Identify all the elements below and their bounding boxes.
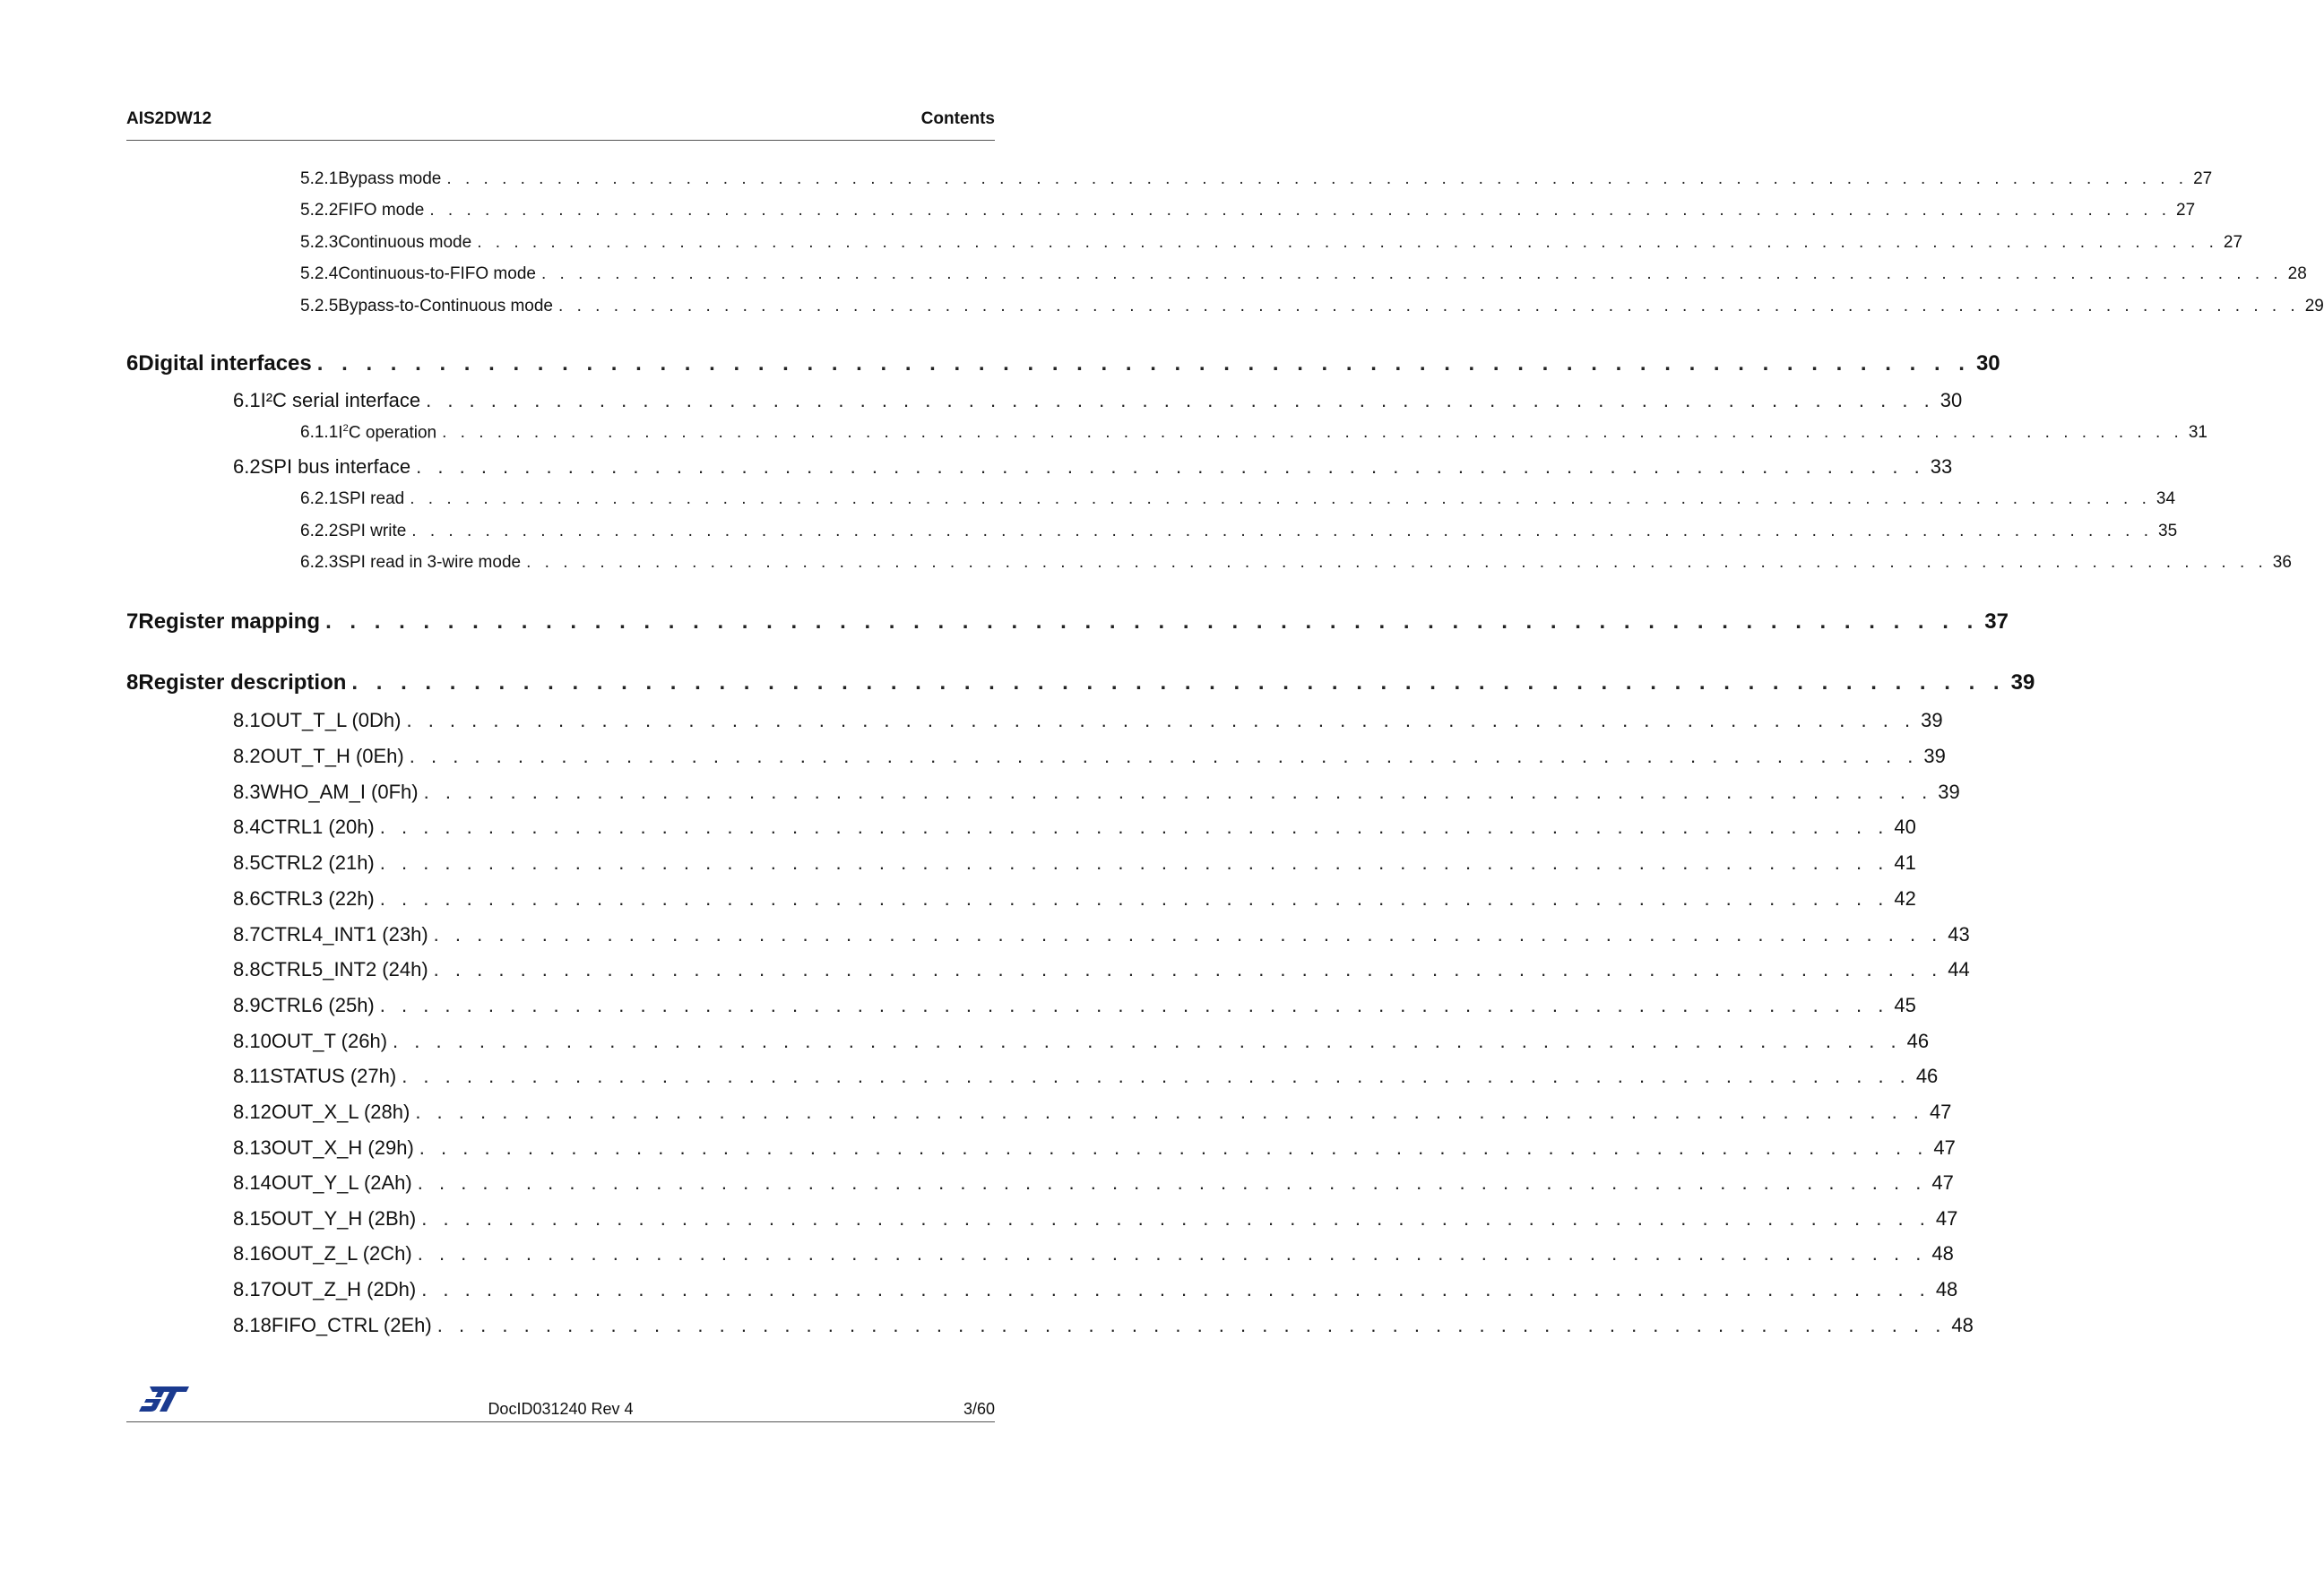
toc-leader: . . . . . . . . . . . . . . . . . . . . . . . . . . . . . . . . . . . . . . . . . . . . . . . . . . . . . . . . . . . . . . . . . . . . . . — [417, 1242, 1927, 1265]
toc-title: OUT_T (26h) — [271, 1030, 388, 1052]
toc-title: Bypass-to-Continuous mode — [338, 297, 554, 315]
toc-section[interactable] — [233, 389, 1963, 412]
toc-entry[interactable] — [300, 423, 2207, 443]
page-footer — [126, 1384, 995, 1422]
toc-section[interactable] — [233, 1242, 1954, 1265]
toc-page: 46 — [1906, 1030, 1930, 1052]
toc-page: 41 — [1894, 851, 1916, 874]
toc-number: 8 — [126, 670, 139, 695]
toc-section[interactable] — [233, 745, 1946, 768]
toc-number: 6.2.3 — [300, 553, 339, 572]
toc-chapter[interactable] — [126, 351, 2000, 376]
toc-page: 34 — [2156, 489, 2176, 508]
toc-section[interactable] — [233, 851, 1916, 875]
toc-title: Continuous mode — [338, 233, 472, 252]
toc-section[interactable] — [233, 1065, 1939, 1088]
toc-leader: . . . . . . . . . . . . . . . . . . . . . . . . . . . . . . . . . . . . . . . . . . . . . . . . . . . . . . . . . . . . . . . . . . . . . . — [426, 389, 1935, 411]
toc-leader: . . . . . . . . . . . . . . . . . . . . . . . . . . . . . . . . . . . . . . . . . . . . . . . . . . . . . . . . . . . . . . . . . . . . . . — [416, 455, 1925, 478]
toc-page: 28 — [2287, 264, 2307, 283]
toc-title: Register description — [138, 670, 347, 695]
toc-number: 8.6 — [233, 887, 261, 910]
toc-number: 6 — [126, 351, 139, 376]
toc-number: 8.16 — [233, 1242, 272, 1265]
toc-title: Continuous-to-FIFO mode — [338, 264, 536, 283]
toc-chapter[interactable] — [126, 670, 2035, 695]
toc-leader: . . . . . . . . . . . . . . . . . . . . . . . . . . . . . . . . . . . . . . . . . . . . . . . . . . . . . . . . . . . . . . . . . . . . . . — [379, 994, 1889, 1016]
toc-leader: . . . . . . . . . . . . . . . . . . . . . . . . . . . . . . . . . . . . . . . . . . . . . . . . . . . . . . . . . . . . . . . . . . . . . . — [433, 958, 1943, 980]
toc-number: 6.2 — [233, 455, 261, 478]
toc-leader: . . . . . . . . . . . . . . . . . . . . . . . . . . . . . . . . . . . . . . . . . . . . . . . . . . . . . . . . . . . . . . . . . . . . . . — [419, 1136, 1929, 1159]
toc-entry[interactable] — [300, 201, 2196, 220]
toc-entry[interactable] — [300, 264, 2307, 284]
toc-section[interactable] — [233, 1030, 1930, 1053]
toc-title: OUT_Y_L (2Ah) — [271, 1171, 412, 1194]
toc-leader: . . . . . . . . . . . . . . . . . . . . . . . . . . . . . . . . . . . . . . . . . . . . . . . . . . . . . . . . . . . . . . . . . . . . . . — [433, 923, 1943, 946]
toc-section[interactable] — [233, 455, 1953, 479]
toc-number: 5.2.5 — [300, 297, 339, 315]
toc-number: 8.12 — [233, 1101, 272, 1123]
toc-title: CTRL6 (25h) — [260, 994, 375, 1016]
toc-leader: . . . . . . . . . . . . . . . . . . . . . . . . . . . . . . . . . . . . . . . . . . . . . . . . . . . . . . . . . . . . . . . . . . . . . . — [423, 781, 1933, 803]
toc-page: 46 — [1915, 1065, 1939, 1087]
toc-leader: . . . . . . . . . . . . . . . . . . . . . . . . . . . . . . . . . . . . . . . . . . . . . . . . . . . . . . . . . . . . . . . . . . . . . . . . . . . . . . . . . . . . . . . . . . . . . . . — [411, 522, 2153, 540]
doc-id: DocID031240 Rev 4 — [488, 1400, 634, 1418]
toc-page: 37 — [1984, 609, 2009, 634]
toc-section[interactable] — [233, 709, 1943, 732]
toc-page: 29 — [2304, 297, 2324, 315]
toc-title: OUT_Y_H (2Bh) — [271, 1207, 417, 1230]
toc-page: 27 — [2193, 169, 2213, 188]
toc-entry[interactable] — [300, 489, 2176, 509]
toc-section[interactable] — [233, 781, 1960, 804]
toc-page: 30 — [1975, 351, 2000, 376]
toc-leader: . . . . . . . . . . . . . . . . . . . . . . . . . . . . . . . . . . . . . . . . . . . . . . . . . . . . . . . . . . . . . . . . . . . . . . — [379, 851, 1889, 874]
toc-entry[interactable] — [300, 233, 2243, 253]
toc-entry[interactable] — [300, 553, 2292, 573]
toc-number: 7 — [126, 609, 139, 634]
toc-leader: . . . . . . . . . . . . . . . . . . . . . . . . . . . . . . . . . . . . . . . . . . . . . . . . . . . . . . . . . . . . . . . . . . . . — [351, 670, 2006, 695]
toc-title: I²C serial interface — [260, 389, 421, 411]
toc-leader: . . . . . . . . . . . . . . . . . . . . . . . . . . . . . . . . . . . . . . . . . . . . . . . . . . . . . . . . . . . . . . . . . . . . . . — [421, 1278, 1931, 1300]
toc-leader: . . . . . . . . . . . . . . . . . . . . . . . . . . . . . . . . . . . . . . . . . . . . . . . . . . . . . . . . . . . . . . . . . . . . — [325, 609, 1980, 634]
toc-number: 8.17 — [233, 1278, 272, 1300]
toc-title: SPI read in 3-wire mode — [338, 553, 522, 572]
toc-leader: . . . . . . . . . . . . . . . . . . . . . . . . . . . . . . . . . . . . . . . . . . . . . . . . . . . . . . . . . . . . . . . . . . . . . . . . . . . . . . . . . . . . . . . . . . . . . . . — [446, 169, 2189, 188]
toc-section[interactable] — [233, 887, 1916, 911]
toc-page: 43 — [1948, 923, 1970, 946]
toc-leader: . . . . . . . . . . . . . . . . . . . . . . . . . . . . . . . . . . . . . . . . . . . . . . . . . . . . . . . . . . . . . . . . . . . . — [316, 351, 1971, 376]
toc-title: STATUS (27h) — [270, 1065, 397, 1087]
toc-chapter[interactable] — [126, 609, 2009, 635]
toc-page: 39 — [2010, 670, 2035, 695]
toc-title: SPI read — [338, 489, 405, 508]
toc-page: 44 — [1948, 958, 1970, 980]
toc-section[interactable] — [233, 923, 1970, 946]
toc-leader: . . . . . . . . . . . . . . . . . . . . . . . . . . . . . . . . . . . . . . . . . . . . . . . . . . . . . . . . . . . . . . . . . . . . . . . . . . . . . . . . . . . . . . . . . . . . . . . — [526, 553, 2268, 572]
toc-page: 39 — [1923, 745, 1946, 767]
toc-number: 5.2.1 — [300, 169, 339, 188]
toc-page: 47 — [1933, 1136, 1956, 1159]
toc-number: 5.2.3 — [300, 233, 339, 252]
toc-leader: . . . . . . . . . . . . . . . . . . . . . . . . . . . . . . . . . . . . . . . . . . . . . . . . . . . . . . . . . . . . . . . . . . . . . . — [379, 887, 1889, 910]
toc-number: 8.5 — [233, 851, 261, 874]
toc-page: 40 — [1894, 816, 1916, 838]
toc-leader: . . . . . . . . . . . . . . . . . . . . . . . . . . . . . . . . . . . . . . . . . . . . . . . . . . . . . . . . . . . . . . . . . . . . . . — [417, 1171, 1927, 1194]
toc-leader: . . . . . . . . . . . . . . . . . . . . . . . . . . . . . . . . . . . . . . . . . . . . . . . . . . . . . . . . . . . . . . . . . . . . . . . . . . . . . . . . . . . . . . . . . . . . . . . — [410, 489, 2151, 508]
toc-number: 6.1 — [233, 389, 261, 411]
toc-title: WHO_AM_I (0Fh) — [260, 781, 419, 803]
toc-leader: . . . . . . . . . . . . . . . . . . . . . . . . . . . . . . . . . . . . . . . . . . . . . . . . . . . . . . . . . . . . . . . . . . . . . . — [402, 1065, 1911, 1087]
toc-leader: . . . . . . . . . . . . . . . . . . . . . . . . . . . . . . . . . . . . . . . . . . . . . . . . . . . . . . . . . . . . . . . . . . . . . . — [379, 816, 1889, 838]
toc-title: Register mapping — [138, 609, 321, 634]
toc-page: 33 — [1930, 455, 1953, 478]
toc-page: 36 — [2272, 553, 2292, 572]
toc-number: 6.2.1 — [300, 489, 339, 508]
toc-title: Digital interfaces — [138, 351, 312, 376]
toc-page: 30 — [1940, 389, 1963, 411]
toc-page: 39 — [1921, 709, 1943, 731]
toc-leader: . . . . . . . . . . . . . . . . . . . . . . . . . . . . . . . . . . . . . . . . . . . . . . . . . . . . . . . . . . . . . . . . . . . . . . . . . . . . . . . . . . . . . . . . . . . . . . . — [477, 233, 2218, 252]
toc-title: SPI write — [338, 522, 407, 540]
toc-number: 5.2.2 — [300, 201, 339, 220]
toc-number: 8.13 — [233, 1136, 272, 1159]
toc-leader: . . . . . . . . . . . . . . . . . . . . . . . . . . . . . . . . . . . . . . . . . . . . . . . . . . . . . . . . . . . . . . . . . . . . . . . . . . . . . . . . . . . . . . . . . . . . . . . — [442, 423, 2183, 443]
toc-section[interactable] — [233, 958, 1970, 981]
toc-number: 8.4 — [233, 816, 261, 838]
section-title: Contents — [920, 109, 995, 128]
toc-title: CTRL3 (22h) — [260, 887, 375, 910]
toc-leader: . . . . . . . . . . . . . . . . . . . . . . . . . . . . . . . . . . . . . . . . . . . . . . . . . . . . . . . . . . . . . . . . . . . . . . . . . . . . . . . . . . . . . . . . . . . . . . . — [558, 297, 2300, 315]
toc-section[interactable] — [233, 1171, 1954, 1195]
toc-number: 8.15 — [233, 1207, 272, 1230]
toc-section[interactable] — [233, 1314, 1974, 1337]
toc-section[interactable] — [233, 816, 1916, 839]
toc-title: Bypass mode — [338, 169, 442, 188]
toc-leader: . . . . . . . . . . . . . . . . . . . . . . . . . . . . . . . . . . . . . . . . . . . . . . . . . . . . . . . . . . . . . . . . . . . . . . — [421, 1207, 1931, 1230]
toc-entry[interactable] — [300, 169, 2213, 189]
toc-section[interactable] — [233, 994, 1916, 1017]
toc-section[interactable] — [233, 1278, 1958, 1301]
toc-title: OUT_X_L (28h) — [271, 1101, 410, 1123]
toc-section[interactable] — [233, 1136, 1956, 1160]
toc-page: 27 — [2223, 233, 2243, 252]
toc-title: FIFO_CTRL (2Eh) — [271, 1314, 432, 1336]
toc-page: 48 — [1951, 1314, 1974, 1336]
toc-leader: . . . . . . . . . . . . . . . . . . . . . . . . . . . . . . . . . . . . . . . . . . . . . . . . . . . . . . . . . . . . . . . . . . . . . . — [406, 709, 1916, 731]
toc-section[interactable] — [233, 1101, 1952, 1124]
toc-page: 27 — [2176, 201, 2196, 220]
toc-number: 8.3 — [233, 781, 261, 803]
toc-page: 35 — [2158, 522, 2178, 540]
toc-number: 8.11 — [233, 1065, 271, 1087]
toc-title: CTRL1 (20h) — [260, 816, 375, 838]
toc-number: 8.1 — [233, 709, 261, 731]
toc-page: 48 — [1935, 1278, 1958, 1300]
toc-number: 8.18 — [233, 1314, 272, 1336]
toc-leader: . . . . . . . . . . . . . . . . . . . . . . . . . . . . . . . . . . . . . . . . . . . . . . . . . . . . . . . . . . . . . . . . . . . . . . — [409, 745, 1919, 767]
toc-number: 5.2.4 — [300, 264, 339, 283]
toc-number: 8.14 — [233, 1171, 272, 1194]
toc-page: 47 — [1935, 1207, 1958, 1230]
toc-title: CTRL2 (21h) — [260, 851, 375, 874]
toc-page: 47 — [1929, 1101, 1952, 1123]
toc-page: 39 — [1938, 781, 1960, 803]
toc-title: SPI bus interface — [260, 455, 411, 478]
toc-title: OUT_Z_H (2Dh) — [271, 1278, 417, 1300]
page-number: 3/60 — [963, 1400, 995, 1418]
toc-leader: . . . . . . . . . . . . . . . . . . . . . . . . . . . . . . . . . . . . . . . . . . . . . . . . . . . . . . . . . . . . . . . . . . . . . . . . . . . . . . . . . . . . . . . . . . . . . . . — [429, 201, 2172, 220]
toc-title: OUT_T_H (0Eh) — [260, 745, 404, 767]
toc-number: 6.2.2 — [300, 522, 339, 540]
toc-number: 8.7 — [233, 923, 261, 946]
toc-number: 8.2 — [233, 745, 261, 767]
toc-leader: . . . . . . . . . . . . . . . . . . . . . . . . . . . . . . . . . . . . . . . . . . . . . . . . . . . . . . . . . . . . . . . . . . . . . . . . . . . . . . . . . . . . . . . . . . . . . . . — [540, 264, 2283, 283]
toc-leader: . . . . . . . . . . . . . . . . . . . . . . . . . . . . . . . . . . . . . . . . . . . . . . . . . . . . . . . . . . . . . . . . . . . . . . — [393, 1030, 1902, 1052]
toc-title: OUT_X_H (29h) — [271, 1136, 414, 1159]
toc-section[interactable] — [233, 1207, 1958, 1231]
toc-page: 42 — [1894, 887, 1916, 910]
toc-page: 48 — [1931, 1242, 1954, 1265]
toc-leader: . . . . . . . . . . . . . . . . . . . . . . . . . . . . . . . . . . . . . . . . . . . . . . . . . . . . . . . . . . . . . . . . . . . . . . — [415, 1101, 1924, 1123]
toc-page: 47 — [1931, 1171, 1954, 1194]
toc-number: 8.9 — [233, 994, 261, 1016]
toc-leader: . . . . . . . . . . . . . . . . . . . . . . . . . . . . . . . . . . . . . . . . . . . . . . . . . . . . . . . . . . . . . . . . . . . . . . — [436, 1314, 1947, 1336]
toc-number: 8.8 — [233, 958, 261, 980]
toc-number: 6.1.1 — [300, 423, 339, 443]
toc-title: CTRL5_INT2 (24h) — [260, 958, 428, 980]
toc-title: OUT_Z_L (2Ch) — [271, 1242, 412, 1265]
toc-number: 8.10 — [233, 1030, 272, 1052]
toc-entry[interactable] — [300, 522, 2178, 541]
toc-title: FIFO mode — [338, 201, 425, 220]
document-title: AIS2DW12 — [126, 109, 212, 128]
toc-page: 31 — [2188, 423, 2207, 443]
toc-page: 45 — [1894, 994, 1916, 1016]
toc-title: OUT_T_L (0Dh) — [260, 709, 402, 731]
toc-entry[interactable] — [300, 297, 2324, 316]
toc-title: CTRL4_INT1 (23h) — [260, 923, 428, 946]
toc-title: $I^2C$ operation — [338, 423, 437, 443]
